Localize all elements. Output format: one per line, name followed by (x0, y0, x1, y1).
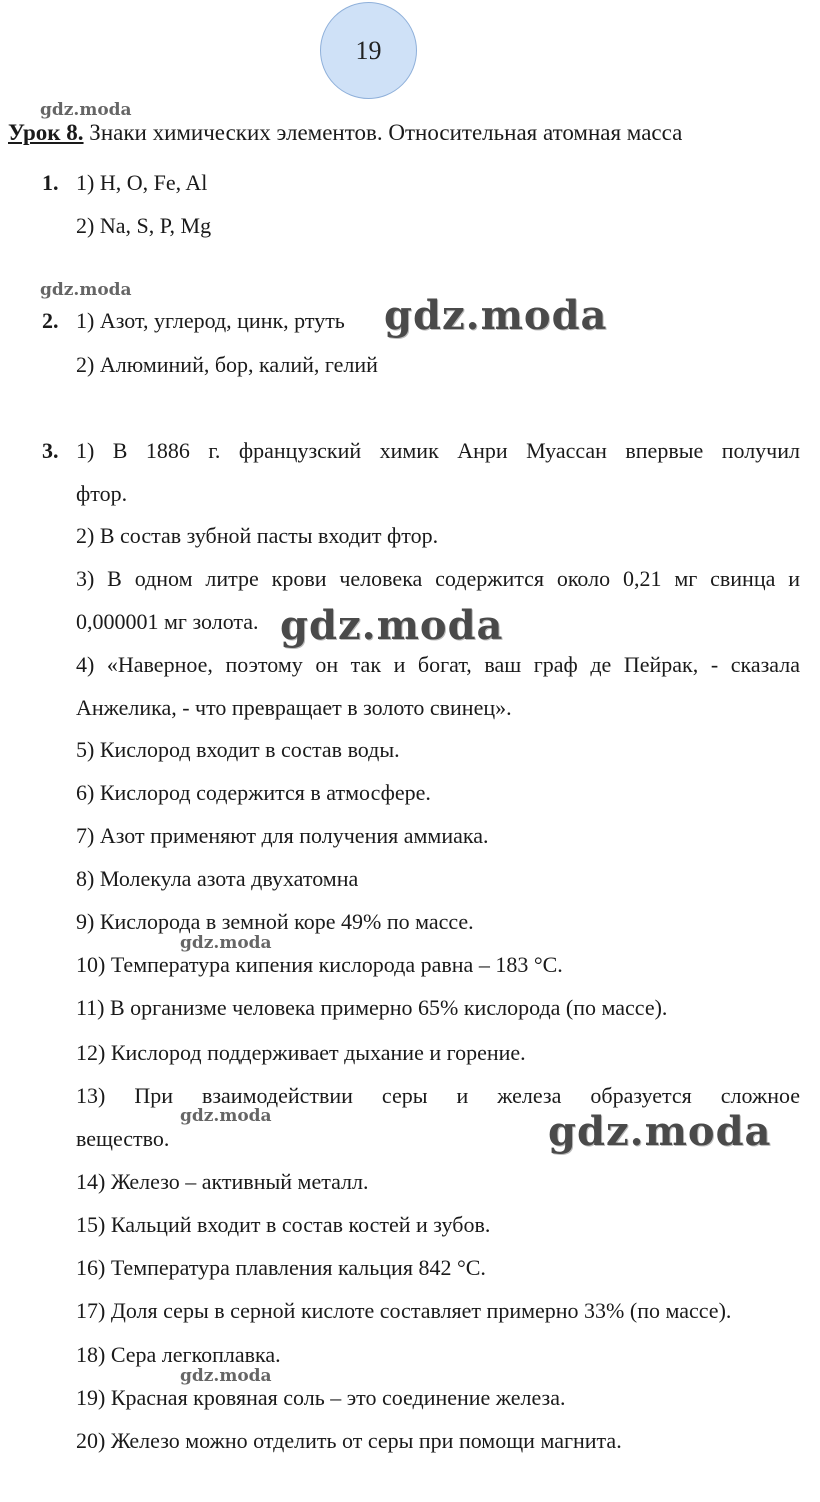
watermark-small: gdz.moda (40, 280, 132, 300)
lesson-label: Урок 8. (8, 120, 84, 145)
task-3-line-23: 19) Красная кровяная соль – это соединение железа. (76, 1385, 566, 1410)
task-3-line-14: 11) В организме человека примерно 65% кислорода (по массе). (76, 995, 668, 1020)
lesson-title (8, 120, 682, 146)
watermark-large: gdz.moda (548, 1108, 772, 1155)
task-3-line-17: вещество. (76, 1126, 170, 1151)
task-2-item-1: 1) Азот, углерод, цинк, ртуть (76, 308, 345, 333)
watermark-small: gdz.moda (180, 933, 272, 953)
task-1-number: 1. (42, 170, 59, 195)
task-3-line-3: 2) В состав зубной пасты входит фтор. (76, 523, 439, 548)
task-3-line-16: 13) При взаимодействии серы и железа образуется сложное (76, 1083, 800, 1108)
task-3-line-8: 5) Кислород входит в состав воды. (76, 737, 400, 762)
task-3-line-13: 10) Температура кипения кислорода равна – 183 °С. (76, 952, 563, 977)
task-1-item-2: 2) Na, S, P, Mg (76, 213, 212, 238)
watermark-small: gdz.moda (180, 1106, 272, 1126)
watermark-large: gdz.moda (280, 602, 504, 649)
page-number: 19 (355, 35, 382, 65)
task-3-line-9: 6) Кислород содержится в атмосфере. (76, 780, 431, 805)
task-1-item-1: 1) H, O, Fe, Al (76, 170, 208, 195)
task-3-line-2: фтор. (76, 481, 128, 506)
task-3-line-12: 9) Кислорода в земной коре 49% по массе. (76, 909, 474, 934)
task-2-number: 2. (42, 308, 59, 333)
task-3-line-10: 7) Азот применяют для получения аммиака. (76, 823, 489, 848)
task-3-line-21: 17) Доля серы в серной кислоте составляет примерно 33% (по массе). (76, 1298, 732, 1323)
lesson-topic: Знаки химических элементов. Относительная атомная масса (83, 120, 683, 145)
task-3-line-22: 18) Сера легкоплавка. (76, 1342, 281, 1367)
task-3-line-4: 3) В одном литре крови человека содержится около 0,21 мг свинца и (76, 566, 800, 591)
task-3-line-19: 15) Кальций входит в состав костей и зубов. (76, 1212, 491, 1237)
task-3-line-11: 8) Молекула азота двухатомна (76, 866, 359, 891)
watermark-small: gdz.moda (180, 1366, 272, 1386)
task-3-line-6: 4) «Наверное, поэтому он так и богат, ваш граф де Пейрак, - сказала (76, 652, 800, 677)
task-3-line-24: 20) Железо можно отделить от серы при помощи магнита. (76, 1428, 622, 1453)
task-3-number: 3. (42, 438, 59, 463)
task-3-line-7: Анжелика, - что превращает в золото свинец». (76, 695, 512, 720)
task-2-item-2: 2) Алюминий, бор, калий, гелий (76, 352, 378, 377)
task-3-line-1: 1) В 1886 г. французский химик Анри Муассан впервые получил (76, 438, 800, 463)
task-3-line-5: 0,000001 мг золота. (76, 609, 259, 634)
task-3-line-15: 12) Кислород поддерживает дыхание и горение. (76, 1040, 526, 1065)
task-3-line-20: 16) Температура плавления кальция 842 °С. (76, 1255, 486, 1280)
watermark-small: gdz.moda (40, 100, 132, 120)
watermark-large: gdz.moda (384, 292, 608, 339)
page-number-badge (320, 2, 417, 99)
task-3-line-18: 14) Железо – активный металл. (76, 1169, 369, 1194)
